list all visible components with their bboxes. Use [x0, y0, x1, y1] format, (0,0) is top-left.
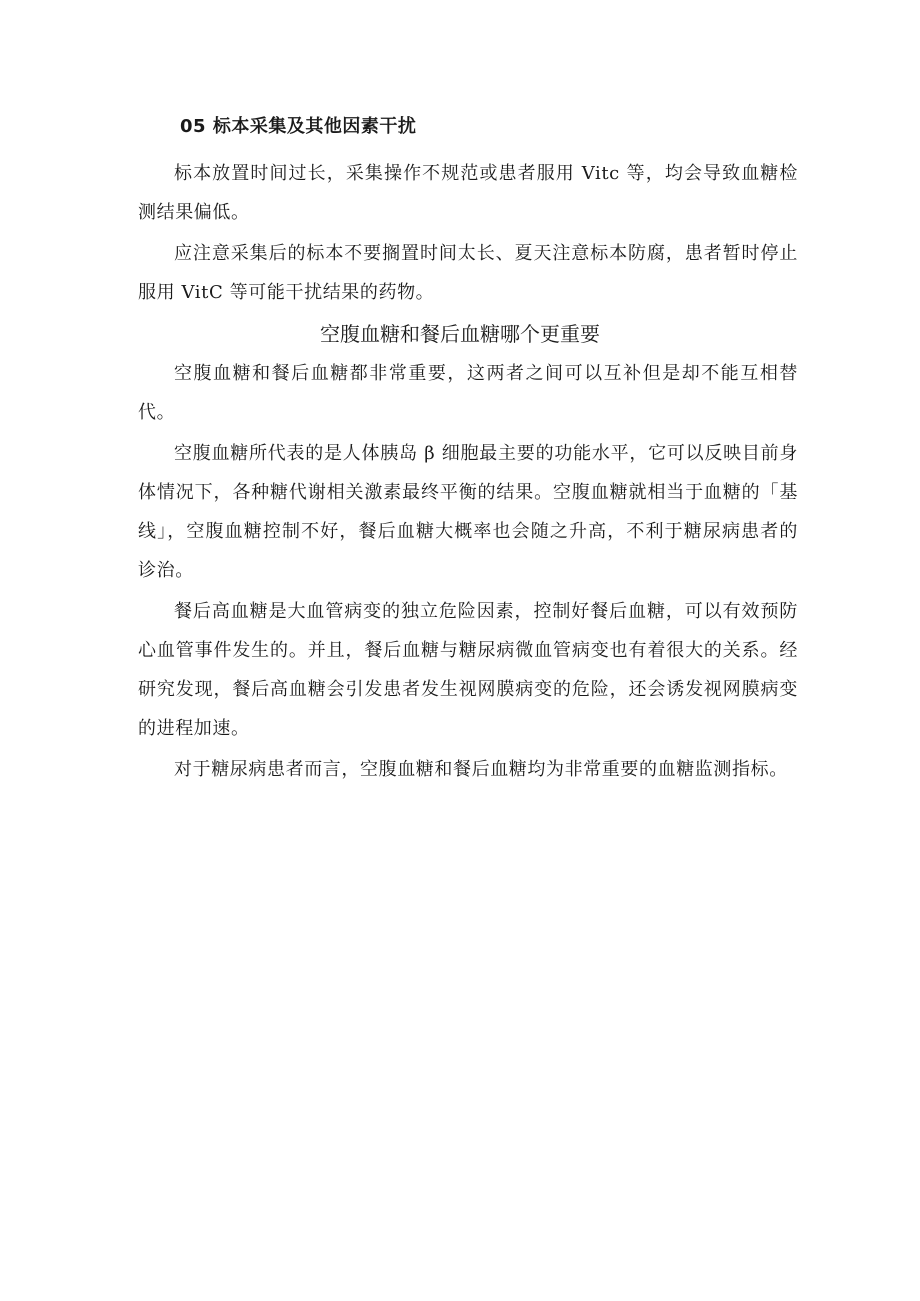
paragraph-postprandial-glucose: 餐后高血糖是大血管病变的独立危险因素，控制好餐后血糖，可以有效预防心血管事件发生的。并且，餐后血糖与糖尿病微血管病变也有着很大的关系。经研究发现，餐后高血糖会引发患者发生视网膜病变的危险，还会诱发视网膜病变的进程加速。	[138, 601, 798, 739]
document-content	[138, 108, 798, 791]
section-heading: 05 标本采集及其他因素干扰	[180, 116, 417, 137]
article-title: 空腹血糖和餐后血糖哪个更重要	[320, 322, 600, 346]
paragraph-conclusion: 对于糖尿病患者而言，空腹血糖和餐后血糖均为非常重要的血糖监测指标。	[174, 759, 788, 780]
paragraph-sample-advice: 应注意采集后的标本不要搁置时间太长、夏天注意标本防腐，患者暂时停止服用 VitC 等可能干扰结果的药物。	[138, 243, 798, 303]
paragraph-both-important: 空腹血糖和餐后血糖都非常重要，这两者之间可以互补但是却不能互相替代。	[138, 363, 798, 423]
paragraph-sample-interference: 标本放置时间过长，采集操作不规范或患者服用 Vitc 等，均会导致血糖检测结果偏低。	[138, 163, 798, 223]
paragraph-fasting-glucose: 空腹血糖所代表的是人体胰岛 β 细胞最主要的功能水平，它可以反映目前身体情况下，各种糖代谢相关激素最终平衡的结果。空腹血糖就相当于血糖的「基线」，空腹血糖控制不好，餐后血糖大概率也会随之升高，不利于糖尿病患者的诊治。	[138, 443, 798, 581]
